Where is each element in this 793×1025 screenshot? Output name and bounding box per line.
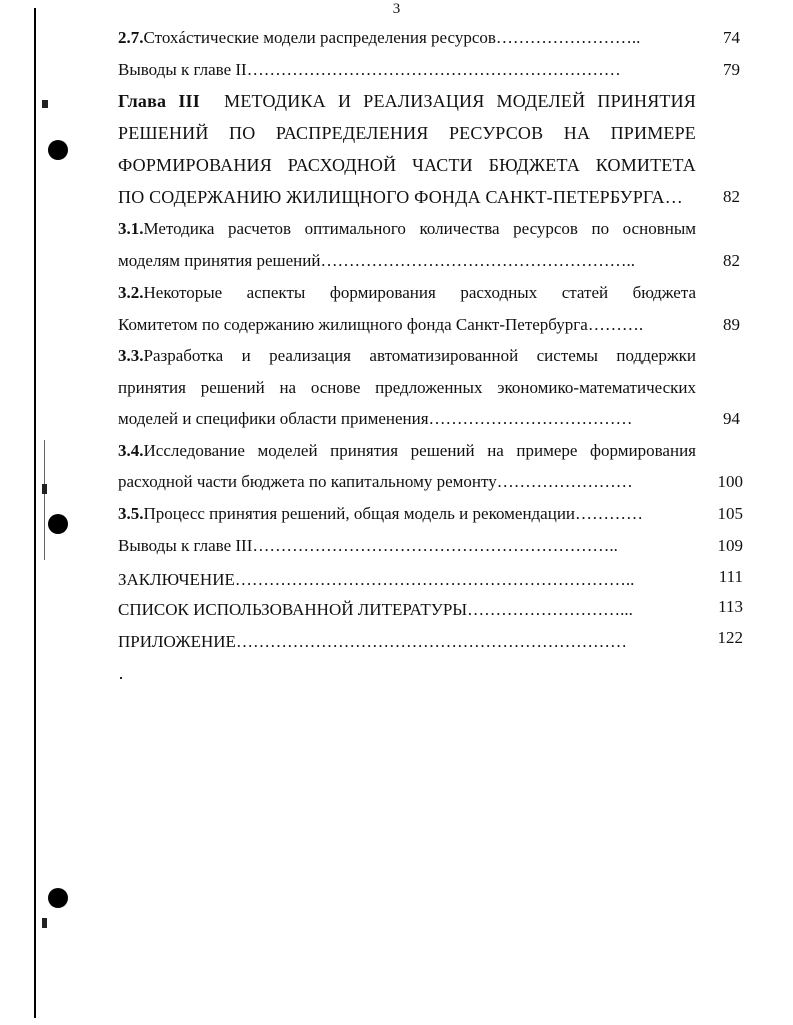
binding-margin-line-2 (44, 440, 45, 560)
toc-entry-3-3-line-3: моделей и специфики области применения……………………………… (118, 409, 633, 428)
chapter-3-heading-line-3: ФОРМИРОВАНИЯ РАСХОДНОЙ ЧАСТИ БЮДЖЕТА КОМИТЕТА (118, 155, 696, 175)
scan-speck (42, 484, 47, 494)
chapter-3-heading-line-1 (118, 91, 696, 111)
page-number: 3 (392, 1, 401, 17)
punch-hole-middle (48, 514, 68, 534)
toc-entry-number: 3.2. (118, 283, 144, 302)
toc-entry-title: Некоторые аспекты формирования расходных статей бюджета (143, 283, 696, 302)
toc-entry-3-1 (118, 219, 696, 239)
toc-page-number: 105 (717, 504, 743, 523)
toc-page-number: 82 (723, 187, 740, 206)
toc-entry-number: 2.7. (118, 28, 144, 47)
toc-entry-number: 3.3. (118, 346, 144, 365)
binding-margin-line (34, 8, 36, 1018)
punch-hole-top (48, 140, 68, 160)
toc-entry-title: Стохáстические модели распределения ресурсов…………………….. (143, 28, 641, 47)
toc-entry-references: СПИСОК ИСПОЛЬЗОВАННОЙ ЛИТЕРАТУРЫ………………………... (118, 600, 633, 619)
toc-entry-3-3 (118, 346, 696, 366)
toc-entry-3-4-line-2: расходной части бюджета по капитальному ремонту…………………… (118, 472, 633, 491)
scan-speck (120, 677, 122, 679)
chapter-3-heading-line-2: РЕШЕНИЙ ПО РАСПРЕДЕЛЕНИЯ РЕСУРСОВ НА ПРИМЕРЕ (118, 123, 696, 143)
toc-page-number: 74 (723, 28, 740, 47)
toc-page-number: 89 (723, 315, 740, 334)
toc-entry-2-7 (118, 28, 640, 48)
toc-entry-title: Процесс принятия решений, общая модель и рекомендации………… (143, 504, 644, 523)
chapter-label: Глава III (118, 91, 200, 111)
chapter-title: МЕТОДИКА И РЕАЛИЗАЦИЯ МОДЕЛЕЙ ПРИНЯТИЯ (224, 91, 696, 111)
toc-page-number: 82 (723, 251, 740, 270)
toc-page-number: 109 (717, 536, 743, 555)
toc-page-number: 79 (723, 60, 740, 79)
toc-page-number: 111 (718, 567, 743, 586)
toc-entry-3-5 (118, 504, 643, 524)
toc-entry-3-2-line-2: Комитетом по содержанию жилищного фонда Санкт-Петербурга………. (118, 315, 644, 334)
toc-entry-title: Разработка и реализация автоматизированной системы поддержки (143, 346, 696, 365)
toc-entry-title: Исследование моделей принятия решений на примере формирования (143, 441, 696, 460)
toc-entry-number: 3.1. (118, 219, 144, 238)
toc-entry-conclusions-ch3: Выводы к главе III……………………………………………………….. (118, 536, 618, 555)
toc-entry-3-2 (118, 283, 696, 303)
scan-speck (42, 100, 48, 108)
toc-page-number: 113 (718, 597, 743, 616)
toc-entry-3-3-line-2: принятия решений на основе предложенных экономико-математических (118, 378, 696, 397)
toc-entry-appendix: ПРИЛОЖЕНИЕ…………………………………………………………… (118, 632, 627, 651)
toc-entry-conclusions-ch2: Выводы к главе II………………………………………………………… (118, 60, 621, 79)
toc-page-number: 100 (717, 472, 743, 491)
toc-entry-3-1-line-2: моделям принятия решений……………………………………………….. (118, 251, 635, 270)
toc-entry-number: 3.4. (118, 441, 144, 460)
toc-entry-3-4 (118, 441, 696, 461)
punch-hole-bottom (48, 888, 68, 908)
toc-entry-number: 3.5. (118, 504, 144, 523)
chapter-3-heading-line-4: ПО СОДЕРЖАНИЮ ЖИЛИЩНОГО ФОНДА САНКТ-ПЕТЕРБУРГА… (118, 187, 683, 207)
scan-speck (42, 918, 47, 928)
toc-entry-conclusion: ЗАКЛЮЧЕНИЕ…………………………………………………………….. (118, 570, 635, 589)
toc-page-number: 94 (723, 409, 740, 428)
toc-entry-title: Методика расчетов оптимального количества ресурсов по основным (143, 219, 696, 238)
toc-page-number: 122 (717, 628, 743, 647)
